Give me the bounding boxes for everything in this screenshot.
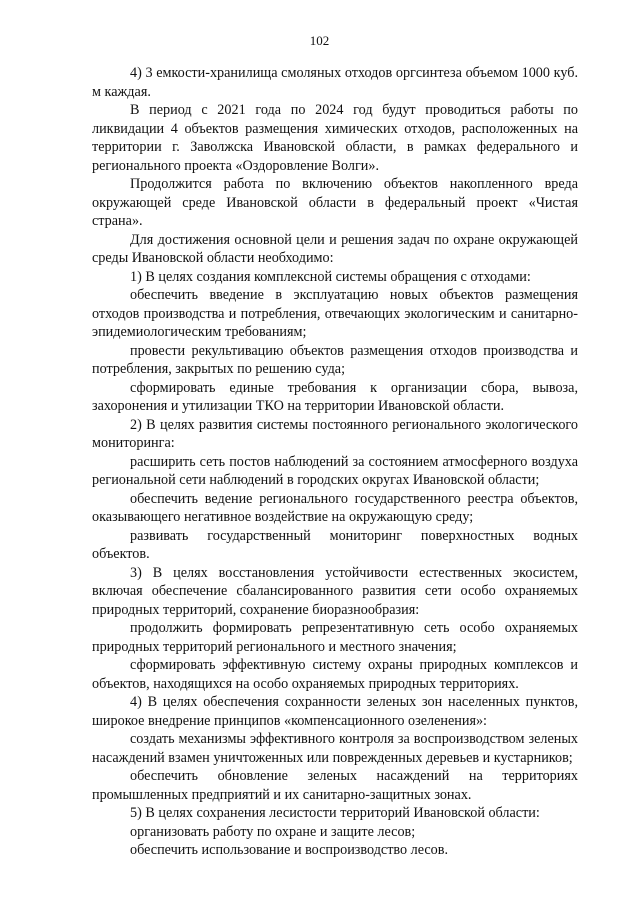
paragraph: 2) В целях развития системы постоянного регионального экологического мониторинга: — [92, 416, 578, 451]
paragraph: сформировать эффективную систему охраны природных комплексов и объектов, находящихся на особо охраняемых природных территориях. — [92, 657, 578, 692]
paragraph: 4) В целях обеспечения сохранности зеленых зон населенных пунктов, широкое внедрение принципов «компенсационного озеленения»: — [92, 694, 578, 729]
paragraph: обеспечить ведение регионального государственного реестра объектов, оказывающего негативное воздействие на окружающую среду; — [92, 490, 578, 525]
body-text — [92, 64, 578, 860]
paragraph: В период с 2021 года по 2024 год будут проводиться работы по ликвидации 4 объектов размещения химических отходов, расположенных на территории г. Заволжска Ивановской области, в рамках федерального и регионального проекта «Оздоровление Волги». — [92, 102, 578, 174]
paragraph: 1) В целях создания комплексной системы обращения с отходами: — [130, 268, 531, 285]
paragraph: сформировать единые требования к организации сбора, вывоза, захоронения и утилизации ТКО на территории Ивановской области. — [92, 379, 578, 414]
paragraph: 3) В целях восстановления устойчивости естественных экосистем, включая обеспечение сбалансированного развития сети особо охраняемых природных территорий, сохранение биоразнообразия: — [92, 564, 578, 618]
paragraph: организовать работу по охране и защите лесов; — [130, 823, 416, 840]
paragraph: Продолжится работа по включению объектов накопленного вреда окружающей среде Ивановской области в федеральный проект «Чистая страна». — [92, 176, 578, 229]
paragraph: 5) В целях сохранения лесистости территорий Ивановской области: — [130, 805, 540, 821]
paragraph: обеспечить обновление зеленых насаждений на территориях промышленных предприятий и их санитарно-защитных зонах. — [92, 768, 578, 803]
paragraph: обеспечить введение в эксплуатацию новых объектов размещения отходов производства и потребления, отвечающих экологическим и санитарно-эпидемиологическим требованиям; — [92, 287, 578, 340]
page-number: 102 — [309, 33, 330, 48]
paragraph: 4) 3 емкости-хранилища смоляных отходов оргсинтеза объемом 1000 куб. м каждая. — [92, 65, 578, 100]
paragraph: продолжить формировать репрезентативную сеть особо охраняемых природных территорий регионального и местного значения; — [92, 620, 578, 655]
paragraph: обеспечить использование и воспроизводство лесов. — [130, 842, 449, 858]
paragraph: расширить сеть постов наблюдений за состоянием атмосферного воздуха региональной сети наблюдений в городских округах Ивановской области; — [92, 453, 578, 488]
paragraph: развивать государственный мониторинг поверхностных водных объектов. — [92, 527, 578, 562]
paragraph: создать механизмы эффективного контроля за воспроизводством зеленых насаждений взамен уничтоженных или поврежденных деревьев и кустарников; — [92, 731, 578, 766]
paragraph: Для достижения основной цели и решения задач по охране окружающей среды Ивановской области необходимо: — [92, 231, 578, 266]
paragraph: провести рекультивацию объектов размещения отходов производства и потребления, закрытых по решению суда; — [92, 342, 578, 377]
